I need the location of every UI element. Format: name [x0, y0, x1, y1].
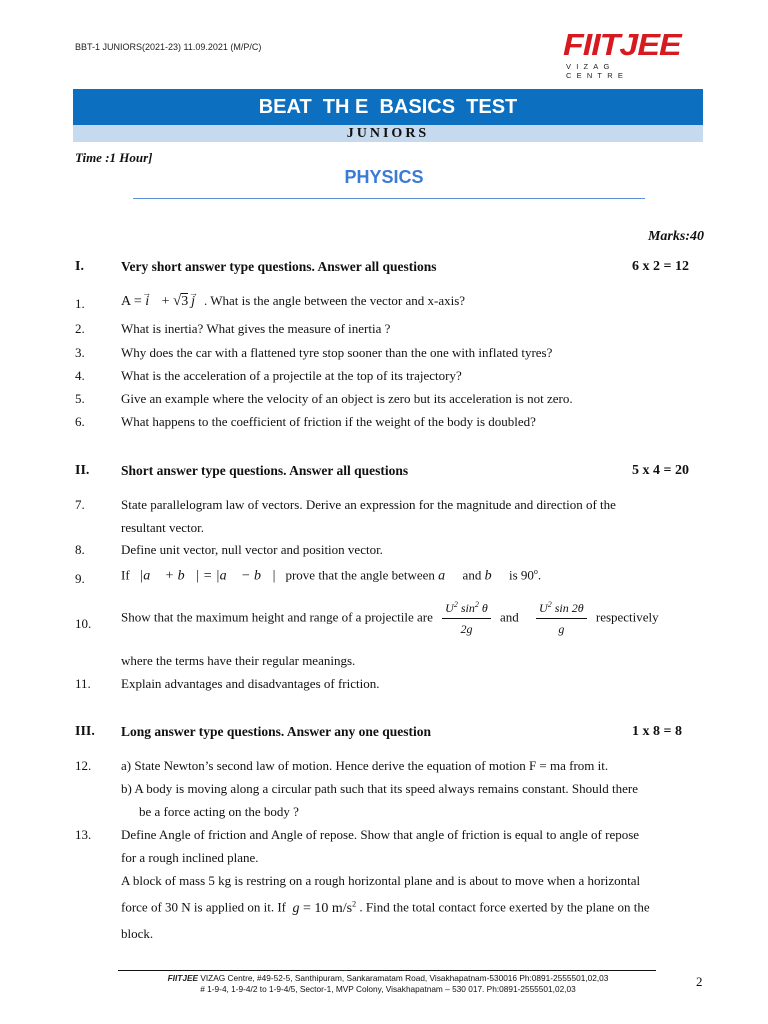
question-4-number: 4. [75, 368, 85, 383]
question-4-text: What is the acceleration of a projectile at the top of its trajectory? [121, 368, 462, 383]
subject-divider [133, 198, 645, 199]
question-1-number: 1. [75, 296, 85, 311]
question-8-number: 8. [75, 542, 85, 557]
section-3-marks: 1 x 8 = 8 [632, 724, 682, 739]
question-12-part-b-line-2: be a force acting on the body ? [139, 804, 299, 819]
section-2-title: Short answer type questions. Answer all questions [121, 463, 409, 478]
logo-text: FIITJEE [563, 28, 681, 63]
question-12-part-a: a) State Newton’s second law of motion. Hence derive the equation of motion F = ma from it. [121, 758, 609, 773]
section-2-marks: 5 x 4 = 20 [632, 463, 689, 478]
question-3-number: 3. [75, 345, 85, 360]
question-11-number: 11. [75, 676, 91, 691]
question-7-number: 7. [75, 497, 85, 512]
question-13-number: 13. [75, 827, 92, 842]
question-2-text: What is inertia? What gives the measure of inertia ? [121, 321, 391, 336]
test-title-banner: BEAT TH E BASICS TEST [73, 89, 703, 125]
question-12-number: 12. [75, 758, 92, 773]
question-10-line-2: where the terms have their regular meanings. [121, 653, 356, 668]
total-marks: Marks:40 [647, 229, 704, 244]
gravity-value: g = 10 $m/s^2$ [292, 899, 357, 916]
question-13-line-4: force of 30 N is applied on it. If g = 10 $m/s^2$ . Find the total contact force exerted by the plane on the [121, 899, 650, 916]
section-2-number: II. [75, 463, 90, 478]
question-12-part-b-line-1: b) A body is moving along a circular path such that its speed always remains constant. Should there [121, 781, 639, 796]
question-13-line-5: block. [121, 926, 154, 941]
question-13-line-2: for a rough inclined plane. [121, 850, 259, 865]
question-2-number: 2. [75, 321, 85, 336]
test-level-banner: JUNIORS [73, 125, 703, 142]
question-5-number: 5. [75, 391, 85, 406]
question-7-line-1: State parallelogram law of vectors. Derive an expression for the magnitude and direction of the [121, 497, 616, 512]
question-1-text: . What is the angle between the vector and x-axis? [203, 293, 466, 308]
logo-subtitle: VIZAG CENTRE [566, 62, 629, 80]
question-6-text: What happens to the coefficient of friction if the weight of the body is doubled? [121, 414, 536, 429]
question-13-line-3: A block of mass 5 kg is restring on a rough horizontal plane and is about to move when a horizontal [121, 873, 641, 888]
page-number: 2 [696, 974, 703, 989]
header-code: BBT-1 JUNIORS(2021-23) 11.09.2021 (M/P/C) [75, 42, 262, 52]
question-10: Show that the maximum height and range of a projectile are $\frac{U^2 \sin^2 \theta}{2g}$ and $\frac{U^2 \sin 2\theta}{g}$ respectively [121, 600, 659, 636]
range-formula: $\frac{U^2 \sin 2\theta}{g}$ [536, 600, 587, 637]
section-3-title: Long answer type questions. Answer any one question [121, 724, 432, 739]
footer-address: FIITJEE VIZAG Centre, #49-52-5, Santhipuram, Sankaramatam Road, Visakhapatnam-530016 Ph:0891-2555501,02,03 # 1-9-4, 1-9-4/2 to 1-9-4/5, Sector-1, MVP Colony, Visakhapatnam – 530 017. Ph:0891-2555501,02,03 [167, 973, 609, 994]
vector-equation: A = i→ + √3 j→ [121, 288, 198, 309]
fiitjee-logo [563, 28, 681, 80]
section-1-marks: 6 x 2 = 12 [632, 259, 689, 274]
question-7-line-2: resultant vector. [121, 520, 205, 535]
section-1-number: I. [75, 259, 84, 274]
question-8-text: Define unit vector, null vector and position vector. [121, 542, 383, 557]
question-6-number: 6. [75, 414, 85, 429]
question-9-number: 9. [75, 571, 85, 586]
footer-divider [118, 970, 656, 971]
question-3-text: Why does the car with a flattened tyre stop sooner than the one with inflated tyres? [121, 345, 553, 360]
question-13-line-1: Define Angle of friction and Angle of repose. Show that angle of friction is equal to angle of repose [121, 827, 640, 842]
subject-title: PHYSICS [344, 167, 424, 187]
question-10-number: 10. [75, 616, 92, 631]
section-1-title: Very short answer type questions. Answer all questions [121, 259, 437, 274]
max-height-formula: $\frac{U^2 \sin^2 \theta}{2g}$ [442, 600, 491, 637]
question-9: If |a⃗ + b⃗| = |a⃗ − b⃗| prove that the angle between a⃗ and b⃗ is 90$^o$. [121, 567, 542, 584]
time-label: Time :1 Hour] [75, 150, 153, 165]
vector-magnitude-equation: |a⃗ + b⃗| = |a⃗ − b⃗| [139, 568, 276, 584]
question-5-text: Give an example where the velocity of an object is zero but its acceleration is not zero. [121, 391, 573, 406]
question-11-text: Explain advantages and disadvantages of friction. [121, 676, 380, 691]
footer-logo: FIITJEE [167, 973, 199, 983]
question-1 [121, 288, 706, 310]
section-3-number: III. [75, 724, 95, 739]
